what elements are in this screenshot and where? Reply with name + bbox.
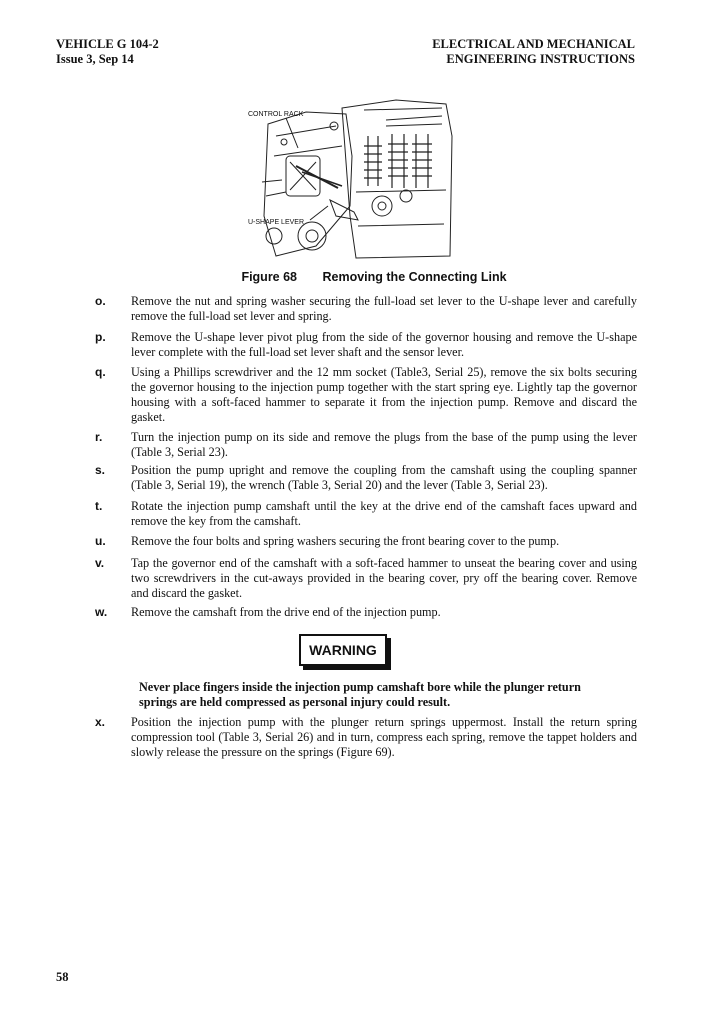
step-letter: o. xyxy=(95,294,106,308)
step-text: Remove the nut and spring washer securing the full-load set lever to the U-shape lever and carefully remove the full-load set lever and spring. xyxy=(131,294,637,323)
step-text: Tap the governor end of the camshaft with a soft-faced hammer to unseat the bearing cover and using two screwdrivers in the cut-aways provided in the bearing cover, pry off the bearing cover. Remove and discard the gasket. xyxy=(131,556,637,600)
step-item xyxy=(95,430,637,460)
step-item xyxy=(95,534,637,549)
step-letter: w. xyxy=(95,605,108,619)
control-rack-label: CONTROL RACK xyxy=(248,111,304,118)
step-item xyxy=(95,463,637,493)
header-title-line1: ELECTRICAL AND MECHANICAL xyxy=(432,37,635,51)
step-text: Remove the U-shape lever pivot plug from the side of the governor housing and remove the U-shape lever complete with the full-load set lever shaft and the sensor lever. xyxy=(131,330,637,359)
step-letter: p. xyxy=(95,330,106,344)
warning-label: WARNING xyxy=(299,634,387,666)
issue-date: Issue 3, Sep 14 xyxy=(56,52,134,66)
step-item xyxy=(95,330,637,360)
injection-pump-illustration xyxy=(246,96,454,262)
step-text: Rotate the injection pump camshaft until the key at the drive end of the camshaft faces upward and remove the key from the camshaft. xyxy=(131,499,637,528)
step-item xyxy=(95,556,637,601)
page-number: 58 xyxy=(56,970,69,984)
step-text: Position the pump upright and remove the coupling from the camshaft using the coupling spanner (Table 3, Serial 19), the wrench (Table 3, Serial 20) and the lever (Table 3, Serial 23). xyxy=(131,463,637,492)
step-text: Remove the camshaft from the drive end of the injection pump. xyxy=(131,605,441,619)
step-text: Turn the injection pump on its side and remove the plugs from the base of the pump using the lever (Table 3, Serial 23). xyxy=(131,430,637,459)
step-item xyxy=(95,499,637,529)
step-letter: x. xyxy=(95,715,106,729)
step-letter: v. xyxy=(95,556,105,570)
document-header-left xyxy=(56,37,159,67)
warning-text: Never place fingers inside the injection pump camshaft bore while the plunger return springs are held compressed as personal injury could result. xyxy=(139,680,581,709)
step-text: Position the injection pump with the plunger return springs uppermost. Install the return spring compression tool (Table 3, Serial 26) and in turn, compress each spring, remove the tappet holders and slowly release the pressure on the springs (Figure 69). xyxy=(131,715,637,759)
u-shape-lever-label: U-SHAPE LEVER xyxy=(248,219,305,226)
step-letter: t. xyxy=(95,499,103,513)
step-letter: r. xyxy=(95,430,103,444)
step-letter: q. xyxy=(95,365,106,379)
step-letter: u. xyxy=(95,534,106,548)
header-title-line2: ENGINEERING INSTRUCTIONS xyxy=(446,52,635,66)
figure-title: Removing the Connecting Link xyxy=(322,270,507,284)
vehicle-code: VEHICLE G 104-2 xyxy=(56,37,159,51)
step-item xyxy=(95,294,637,324)
figure-number: Figure 68 xyxy=(241,270,298,284)
step-letter: s. xyxy=(95,463,106,477)
step-text: Remove the four bolts and spring washers securing the front bearing cover to the pump. xyxy=(131,534,560,548)
document-header-right xyxy=(432,37,635,67)
step-item xyxy=(95,715,637,760)
step-item xyxy=(95,365,637,425)
figure-caption xyxy=(0,270,726,284)
step-item xyxy=(95,605,637,620)
step-text: Using a Phillips screwdriver and the 12 mm socket (Table3, Serial 25), remove the six bolts securing the governor housing to the injection pump together with the start spring eye. Lightly tap the governor housing with a soft-faced hammer to separate it from the injection pump. Remove and discard the gasket. xyxy=(131,365,637,424)
